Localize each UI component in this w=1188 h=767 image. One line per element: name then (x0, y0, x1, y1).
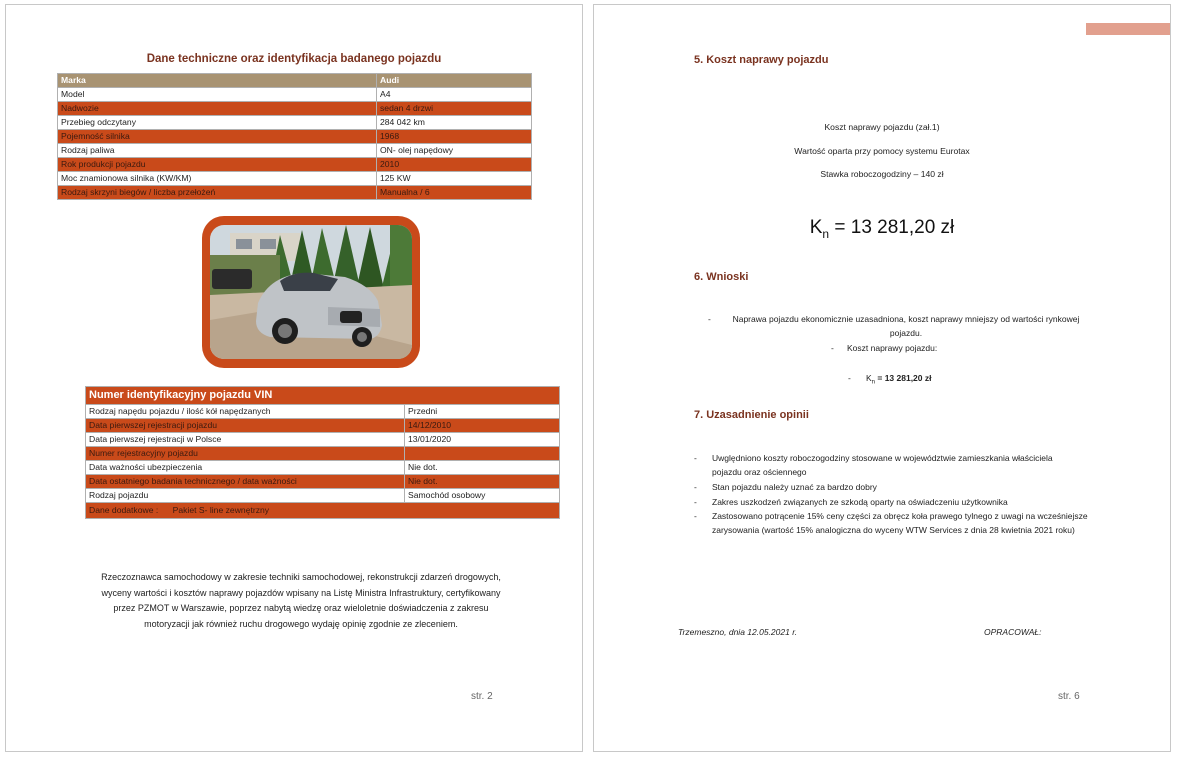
table-row: Moc znamionowa silnika (KW/KM) 125 KW (58, 172, 532, 186)
table-row: Pojemność silnika 1968 (58, 130, 532, 144)
table-row: Rodzaj napędu pojazdu / ilość kół napędzanych Przedni (86, 405, 560, 419)
page-number: str. 6 (1058, 691, 1080, 702)
conclusion-item: Koszt naprawy pojazdu: (847, 343, 938, 353)
table-row: Rodzaj skrzyni biegów / liczba przełożeń Manualna / 6 (58, 186, 532, 200)
conclusion-item: Naprawa pojazdu ekonomicznie uzasadniona, koszt naprawy mniejszy od wartości rynkowej pojazdu. (732, 314, 1080, 338)
bullet-dash: - (694, 453, 697, 463)
table-row: Rodzaj pojazdu Samochód osobowy (86, 489, 560, 503)
vin-table (85, 386, 560, 519)
extra-info-value: Pakiet S- line zewnętrzny (172, 505, 270, 515)
vin-table-header: Numer identyfikacyjny pojazdu VIN (86, 387, 560, 405)
tech-spec-table (57, 73, 532, 200)
document-page-2 (5, 4, 583, 752)
section-5-heading: 5. Koszt naprawy pojazdu (694, 54, 829, 66)
justification-item: Uwględniono koszty roboczogodziny stosowane w województwie zamieszkania właściciela pojazdu oraz ościennego (712, 453, 1053, 477)
car-photo-illustration (210, 225, 412, 359)
eurotax-line: Wartość oparta przy pomocy systemu Eurotax (794, 146, 970, 156)
table-row: Rok produkcji pojazdu 2010 (58, 158, 532, 172)
section-7-heading: 7. Uzasadnienie opinii (694, 409, 809, 421)
hourly-rate-line: Stawka roboczogodziny – 140 zł (820, 169, 944, 179)
expert-statement: Rzeczoznawca samochodowy w zakresie techniki samochodowej, rekonstrukcji zdarzeń drogowych, wyceny wartości i kosztów naprawy pojazdów wpisany na Listę Ministra Infrastruktury, certyfikowany przez PZMOT w Warszawie, poprzez nabytą wiedzę oraz wieloletnie doświadczenia z zakresu motoryzacji jak również ruchu drogowego wydaję opinię zgodnie ze zleceniem. (101, 572, 501, 629)
bullet-dash: - (708, 314, 711, 324)
justification-item: Zakres uszkodzeń związanych ze szkodą oparty na oświadczeniu użytkownika (712, 497, 1008, 507)
conclusion-item-formula: $K_n = 13$ 281,20 zł (866, 373, 932, 386)
table-row: Przebieg odczytany 284 042 km (58, 116, 532, 130)
vehicle-photo-frame (202, 216, 420, 368)
justification-item: Zastosowano potrącenie 15% ceny części za obręcz koła prawego tylnego z uwagi na wcześniejsze zarysowania (wartość 15% analogiczna do wyceny WTW Services z dnia 28 kwietnia 2021 roku) (712, 511, 1088, 535)
bullet-dash: - (848, 373, 851, 383)
document-page-6 (593, 4, 1171, 752)
table-row: Data ważności ubezpieczenia Nie dot. (86, 461, 560, 475)
repair-cost-formula: $K_n = 13$ 281,20 zł (809, 217, 955, 241)
page-title: Dane techniczne oraz identyfikacja badanego pojazdu (146, 53, 442, 65)
bullet-dash: - (694, 497, 697, 507)
bullet-dash: - (831, 343, 834, 353)
page-number: str. 2 (471, 691, 493, 702)
place-date: Trzemeszno, dnia 12.05.2021 r. (678, 627, 798, 637)
table-row: Model A4 (58, 88, 532, 102)
extra-info-row (86, 503, 560, 519)
extra-info-label: Dane dodatkowe : (89, 505, 159, 515)
table-row: Numer rejestracyjny pojazdu (86, 447, 560, 461)
justification-item: Stan pojazdu należy uznać za bardzo dobry (712, 482, 877, 492)
bullet-dash: - (694, 482, 697, 492)
bullet-dash: - (694, 511, 697, 521)
section-6-heading: 6. Wnioski (694, 271, 749, 283)
vehicle-photo (210, 225, 412, 359)
table-row: Data pierwszej rejestracji pojazdu 14/12/2010 (86, 419, 560, 433)
decorative-header-bar (1086, 23, 1170, 35)
table-row: Marka Audi (58, 74, 532, 88)
table-row: Data ostatniego badania technicznego / data ważności Nie dot. (86, 475, 560, 489)
table-row: Data pierwszej rejestracji w Polsce 13/01/2020 (86, 433, 560, 447)
repair-cost-line: Koszt naprawy pojazdu (zał.1) (824, 122, 940, 132)
prepared-by-label: OPRACOWAŁ: (984, 627, 1042, 637)
table-row: Nadwozie sedan 4 drzwi (58, 102, 532, 116)
table-row: Rodzaj paliwa ON- olej napędowy (58, 144, 532, 158)
